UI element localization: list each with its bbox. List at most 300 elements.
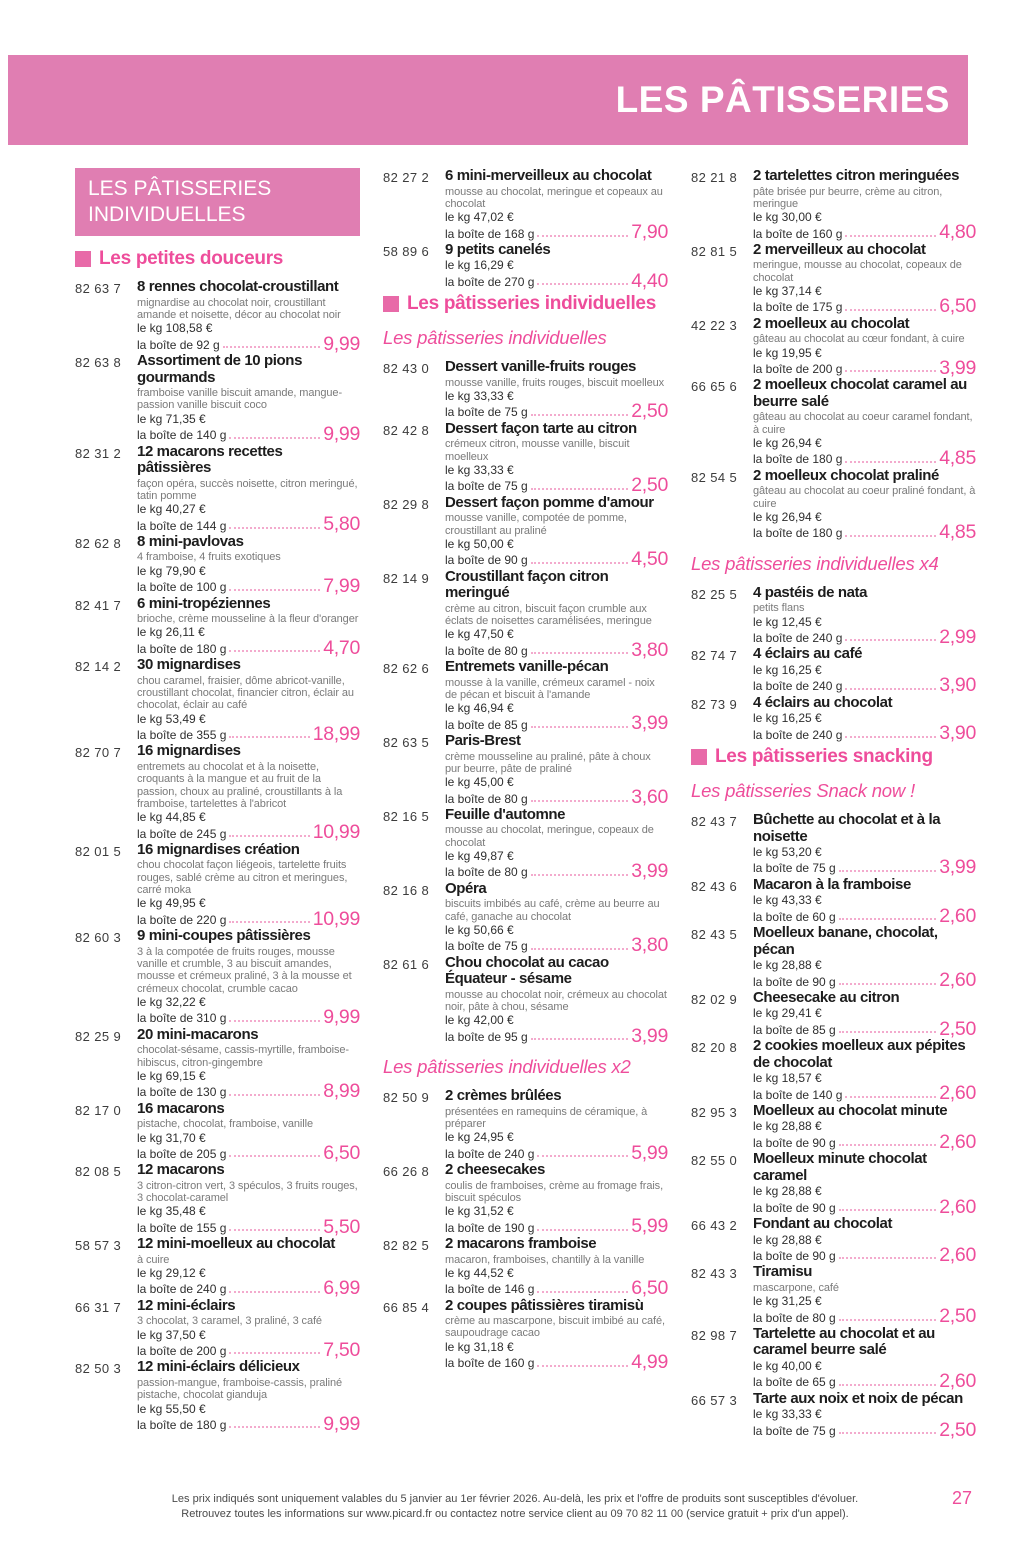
dotted-leader [845, 309, 936, 311]
product-name: Bûchette au chocolat et à la noisette [753, 811, 941, 845]
product-item [383, 658, 668, 735]
pack-size: la boîte de 270 g [445, 274, 535, 289]
price-per-kg: le kg 55,50 € [137, 1401, 206, 1416]
pack-size: la boîte de 355 g [137, 728, 227, 743]
product-body [137, 532, 360, 598]
dotted-leader [839, 1031, 937, 1033]
dotted-leader [839, 983, 937, 985]
product-item [691, 240, 976, 318]
pack-price-line [753, 969, 976, 992]
pack-price-line [753, 1418, 976, 1441]
product-code: 82 50 9 [383, 1090, 430, 1106]
product-body [137, 1025, 360, 1103]
price-per-kg: le kg 50,00 € [445, 536, 514, 551]
product-price: 6,99 [323, 1277, 360, 1300]
product-description: crème au citron, biscuit façon crumble aux éclats de noisettes caramélisées, meringue [445, 602, 652, 627]
product-item [691, 924, 976, 992]
dotted-leader [531, 726, 629, 728]
product-code: 66 26 8 [383, 1164, 430, 1180]
pack-size: la boîte de 85 g [445, 717, 528, 732]
pack-price-line [445, 548, 668, 571]
product-price: 4,85 [939, 521, 976, 544]
product-description: meringue, mousse au chocolat, copeaux de chocolat [753, 259, 962, 284]
dotted-leader [229, 1020, 320, 1022]
pack-size: la boîte de 95 g [445, 1029, 528, 1044]
pack-size: la boîte de 240 g [753, 727, 843, 742]
pack-size: la boîte de 144 g [137, 518, 227, 533]
pack-size: la boîte de 160 g [753, 226, 843, 241]
pack-price-line [445, 786, 668, 809]
product-code: 82 43 0 [383, 361, 430, 377]
pack-price-line [445, 221, 668, 244]
product-body [753, 376, 976, 470]
product-body [445, 1161, 668, 1238]
product-item [383, 1235, 668, 1300]
product-code: 82 62 6 [383, 661, 430, 677]
product-price: 4,40 [631, 269, 668, 292]
product-name: 4 éclairs au chocolat [753, 693, 893, 711]
price-per-kg: le kg 69,15 € [137, 1068, 206, 1083]
product-description: passion-mangue, framboise-cassis, praliné pistache, chocolat gianduja [137, 1376, 342, 1402]
section-square-icon [383, 296, 399, 312]
section-title: Les pâtisseries snacking [715, 746, 933, 767]
product-name: 12 mini-éclairs délicieux [137, 1358, 300, 1376]
dotted-leader [845, 235, 936, 237]
product-body [445, 358, 668, 423]
product-description: 3 chocolat, 3 caramel, 3 praliné, 3 café [137, 1315, 322, 1328]
pack-price-line [137, 1141, 360, 1164]
price-per-kg: le kg 37,14 € [753, 284, 822, 299]
product-description: mascarpone, café [753, 1281, 839, 1294]
product-body [445, 658, 668, 735]
section-square-icon [691, 749, 707, 765]
product-name: 2 cookies moelleux aux pépites de chocolat [753, 1037, 966, 1071]
pack-price-line [445, 1024, 668, 1047]
product-description: chou caramel, fraisier, dôme abricot-vanille, croustillant chocolat, financier citron, éclair au chocolat, éclair au café [137, 674, 354, 712]
pack-price-line [137, 1006, 360, 1029]
pack-size: la boîte de 60 g [753, 909, 836, 924]
pack-size: la boîte de 180 g [753, 526, 843, 541]
pack-size: la boîte de 75 g [753, 1423, 836, 1438]
product-description: mousse au chocolat, meringue, copeaux de chocolat [445, 824, 654, 849]
pack-price-line [753, 1082, 976, 1105]
product-item [383, 732, 668, 809]
pack-size: la boîte de 205 g [137, 1146, 227, 1161]
product-price: 4,99 [631, 1351, 668, 1374]
product-name: 2 macarons framboise [445, 1235, 597, 1253]
pack-size: la boîte de 240 g [753, 679, 843, 694]
pack-size: la boîte de 220 g [137, 912, 227, 927]
product-body [445, 732, 668, 809]
product-description: chocolat-sésame, cassis-myrtille, framboise-hibiscus, citron-gingembre [137, 1044, 349, 1069]
product-price: 4,70 [323, 636, 360, 659]
subsection-title: Les pâtisseries individuelles x2 [383, 1056, 631, 1078]
product-code: 82 60 3 [75, 930, 122, 946]
product-name: Paris-Brest [445, 732, 521, 750]
product-name: 16 mignardises [137, 742, 241, 760]
pack-size: la boîte de 200 g [137, 1344, 227, 1359]
product-price: 3,99 [631, 1024, 668, 1047]
pack-price-line [137, 722, 360, 745]
pack-size: la boîte de 200 g [753, 362, 843, 377]
product-item [75, 1298, 360, 1359]
product-body [137, 742, 360, 844]
price-per-kg: le kg 28,88 € [753, 1232, 822, 1247]
pack-size: la boîte de 180 g [753, 452, 843, 467]
pack-size: la boîte de 80 g [445, 791, 528, 806]
product-body [137, 1298, 360, 1359]
product-code: 82 31 2 [75, 445, 122, 461]
product-code: 82 25 9 [75, 1028, 122, 1044]
pack-price-line [753, 356, 976, 379]
product-item [691, 645, 976, 697]
dotted-leader [845, 736, 936, 738]
dotted-leader [845, 535, 936, 537]
price-per-kg: le kg 53,20 € [753, 845, 822, 859]
product-description: pâte brisée pur beurre, crème au citron, meringue [753, 185, 943, 210]
product-name: Moelleux au chocolat minute [753, 1101, 948, 1119]
product-name: 2 moelleux chocolat praliné [753, 466, 939, 484]
product-code: 82 29 8 [383, 496, 430, 512]
dotted-leader [229, 921, 309, 923]
product-code: 82 16 5 [383, 808, 430, 824]
pack-price-line [753, 722, 976, 745]
product-code: 66 85 4 [383, 1299, 430, 1315]
product-body [753, 1324, 976, 1393]
pack-price-line [137, 1277, 360, 1300]
price-per-kg: le kg 31,52 € [445, 1204, 514, 1219]
section-square-icon [75, 251, 91, 267]
dotted-leader [845, 370, 936, 372]
product-name: Macaron à la framboise [753, 875, 911, 893]
dotted-leader [537, 1229, 628, 1231]
product-body [137, 927, 360, 1029]
product-item [75, 656, 360, 745]
product-price: 10,99 [312, 907, 360, 930]
price-per-kg: le kg 16,25 € [753, 711, 822, 726]
product-item [75, 1358, 360, 1435]
product-code: 82 70 7 [75, 745, 122, 761]
pack-size: la boîte de 180 g [137, 641, 227, 656]
product-name: 12 macarons recettes pâtissières [137, 442, 283, 477]
price-per-kg: le kg 18,57 € [753, 1071, 822, 1086]
dotted-leader [537, 1155, 628, 1157]
product-name: 12 mini-éclairs [137, 1296, 236, 1314]
product-price: 8,99 [323, 1080, 360, 1103]
pack-price-line [137, 423, 360, 445]
product-body [137, 656, 360, 745]
product-body [445, 953, 668, 1047]
section-header [383, 293, 668, 315]
product-name: Entremets vanille-pécan [445, 658, 609, 676]
product-price: 5,50 [323, 1215, 360, 1238]
price-per-kg: le kg 44,52 € [445, 1265, 514, 1280]
pack-size: la boîte de 90 g [753, 1200, 836, 1215]
dotted-leader [229, 1155, 320, 1157]
product-body [753, 1037, 976, 1105]
price-per-kg: le kg 33,33 € [445, 389, 514, 404]
product-name: 4 pastéis de nata [753, 583, 868, 601]
dotted-leader [531, 1038, 629, 1040]
product-body [445, 168, 668, 244]
product-code: 82 08 5 [75, 1164, 122, 1180]
product-body [753, 875, 976, 927]
product-description: à cuire [137, 1253, 170, 1266]
price-per-kg: le kg 37,50 € [137, 1327, 206, 1342]
product-name: Dessert façon pomme d'amour [445, 493, 654, 511]
product-code: 82 81 5 [691, 243, 738, 259]
product-code: 82 20 8 [691, 1040, 738, 1056]
pack-size: la boîte de 180 g [137, 1417, 227, 1432]
pack-price-line [753, 1017, 976, 1040]
product-price: 3,99 [939, 356, 976, 379]
product-name: 2 crèmes brûlées [445, 1087, 562, 1105]
product-description: pistache, chocolat, framboise, vanille [137, 1118, 313, 1131]
product-price: 5,99 [631, 1215, 668, 1238]
pack-size: la boîte de 130 g [137, 1085, 227, 1100]
product-price: 3,99 [939, 856, 976, 879]
product-item [691, 1101, 976, 1153]
price-per-kg: le kg 49,95 € [137, 896, 206, 911]
product-name: 2 moelleux au chocolat [753, 314, 910, 332]
pack-size: la boîte de 190 g [445, 1220, 535, 1235]
footer-line-2: Retrouvez toutes les informations sur www.picard.fr ou contactez notre service client au 09 70 82 11 00 (service gratuit + prix d'un appel). [181, 1507, 849, 1520]
product-item [691, 585, 976, 646]
product-item [691, 1389, 976, 1441]
price-per-kg: le kg 44,85 € [137, 810, 206, 825]
product-body [753, 811, 976, 879]
product-code: 58 89 6 [383, 243, 430, 259]
pack-size: la boîte de 168 g [445, 226, 535, 241]
product-description: mousse au chocolat, meringue et copeaux au chocolat [445, 185, 663, 210]
product-item [691, 988, 976, 1040]
dotted-leader [531, 414, 629, 416]
product-description: présentées en ramequins de céramique, à préparer [445, 1105, 648, 1131]
product-price: 9,99 [323, 1006, 360, 1029]
product-code: 82 50 3 [75, 1361, 122, 1377]
product-description: crème mousseline au praliné, pâte à choux pur beurre, pâte de praliné [445, 750, 651, 775]
dotted-leader [229, 1094, 320, 1096]
product-code: 66 57 3 [691, 1392, 738, 1408]
price-per-kg: le kg 33,33 € [753, 1407, 822, 1422]
dotted-leader [839, 1257, 937, 1259]
product-code: 82 63 5 [383, 735, 430, 751]
product-name: 12 mini-moelleux au chocolat [137, 1235, 336, 1253]
section-title: Les petites douceurs [99, 248, 284, 270]
product-code: 82 43 6 [691, 878, 738, 894]
pack-price-line [445, 934, 668, 957]
product-body [137, 278, 360, 355]
product-name: Fondant au chocolat [753, 1215, 893, 1233]
dotted-leader [531, 488, 629, 490]
product-body [445, 493, 668, 571]
dotted-leader [229, 1229, 320, 1231]
price-per-kg: le kg 45,00 € [445, 775, 514, 790]
pack-price-line [137, 1412, 360, 1435]
pack-size: la boîte de 90 g [753, 1248, 836, 1263]
product-price: 2,60 [939, 1370, 976, 1393]
product-code: 82 25 5 [691, 586, 738, 602]
product-body [445, 879, 668, 957]
pack-price-line [445, 860, 668, 883]
pack-price-line [753, 1305, 976, 1328]
product-description: crème au mascarpone, biscuit imbibé au café, saupoudrage cacao [445, 1315, 665, 1340]
subsection-title: Les pâtisseries individuelles x4 [691, 552, 939, 574]
product-item [75, 278, 360, 355]
product-name: 8 rennes chocolat-croustillant [137, 278, 339, 296]
subsection-title: Les pâtisseries Snack now ! [691, 780, 915, 801]
price-per-kg: le kg 16,25 € [753, 662, 822, 677]
product-price: 6,50 [631, 1277, 668, 1300]
product-description: façon opéra, succès noisette, citron meringué, tatin pomme [137, 477, 358, 502]
dotted-leader [229, 650, 320, 652]
product-item [75, 1161, 360, 1238]
product-item [383, 567, 668, 661]
product-name: Feuille d'automne [445, 805, 566, 823]
dotted-leader [229, 1426, 320, 1428]
product-price: 7,99 [323, 575, 360, 598]
pack-size: la boîte de 75 g [753, 861, 836, 876]
price-per-kg: le kg 28,88 € [753, 1119, 822, 1134]
product-name: 16 macarons [137, 1099, 225, 1117]
product-price: 3,99 [631, 860, 668, 883]
dotted-leader [839, 1384, 937, 1386]
product-item [75, 1101, 360, 1162]
product-body [445, 419, 668, 497]
pack-size: la boîte de 90 g [445, 553, 528, 568]
dotted-leader [839, 1432, 937, 1434]
product-item [383, 1296, 668, 1374]
pack-price-line [753, 1195, 976, 1218]
product-item [383, 493, 668, 571]
product-body [753, 1215, 976, 1266]
product-item [383, 168, 668, 244]
product-name: 4 éclairs au café [753, 645, 863, 663]
price-per-kg: le kg 28,88 € [753, 1184, 822, 1199]
price-per-kg: le kg 26,11 € [137, 625, 205, 640]
product-code: 42 22 3 [691, 317, 738, 333]
product-code: 82 82 5 [383, 1238, 430, 1254]
product-code: 66 43 2 [691, 1218, 738, 1234]
product-description: entremets au chocolat et à la noisette, croquants à la mangue et au fruit de la passion, choux au praliné, croustillants à la framboise, tartelettes à l'abricot [137, 760, 343, 810]
pack-price-line [753, 221, 976, 244]
product-price: 2,60 [939, 969, 976, 992]
product-price: 2,60 [939, 1130, 976, 1153]
pack-price-line [753, 447, 976, 470]
product-code: 82 01 5 [75, 843, 122, 859]
product-name: 16 mignardises création [137, 840, 300, 858]
product-description: crémeux citron, mousse vanille, biscuit moelleux [445, 438, 630, 463]
dotted-leader [229, 437, 320, 439]
product-name: Tartelette au chocolat et au caramel beurre salé [753, 1324, 935, 1359]
product-name: Chou chocolat au cacao Équateur - sésame [445, 953, 609, 988]
dotted-leader [839, 1144, 937, 1146]
pack-price-line [445, 1277, 668, 1300]
pack-size: la boîte de 65 g [753, 1375, 836, 1390]
product-price: 6,50 [323, 1141, 360, 1164]
pack-size: la boîte de 140 g [753, 1087, 843, 1102]
product-item [383, 358, 668, 423]
product-item [75, 927, 360, 1029]
product-name: 9 mini-coupes pâtissières [137, 927, 311, 945]
product-code: 82 43 7 [691, 814, 738, 829]
product-body [137, 352, 360, 445]
dotted-leader [845, 1096, 936, 1098]
product-description: mousse vanille, compotée de pomme, croustillant au praliné [445, 512, 627, 537]
pack-price-line [753, 1130, 976, 1153]
product-body [137, 1358, 360, 1435]
product-code: 82 74 7 [691, 648, 738, 664]
product-price: 9,99 [323, 332, 360, 355]
product-item [75, 742, 360, 844]
product-name: Tiramisu [753, 1263, 813, 1281]
dotted-leader [229, 736, 309, 738]
product-price: 5,80 [323, 513, 360, 536]
dotted-leader [845, 688, 936, 690]
product-body [753, 466, 976, 544]
product-description: biscuits imbibés au café, crème au beurre au café, ganache au chocolat [445, 898, 660, 923]
product-body [137, 596, 360, 657]
dotted-leader [223, 346, 321, 348]
dotted-leader [537, 1365, 628, 1367]
pack-price-line [137, 821, 360, 844]
pack-size: la boîte de 140 g [137, 428, 227, 443]
page-title: LES PÂTISSERIES [615, 79, 950, 120]
product-code: 82 55 0 [691, 1153, 738, 1169]
product-body [137, 1161, 360, 1238]
product-name: 2 moelleux chocolat caramel au beurre salé [753, 376, 967, 410]
product-code: 82 41 7 [75, 597, 122, 613]
product-item [75, 596, 360, 657]
pack-price-line [445, 1215, 668, 1238]
product-code: 82 95 3 [691, 1104, 738, 1120]
pack-size: la boîte de 75 g [445, 479, 528, 494]
product-price: 4,85 [939, 447, 976, 470]
product-name: Dessert façon tarte au citron [445, 419, 637, 437]
product-name: 6 mini-merveilleux au chocolat [445, 168, 652, 184]
dotted-leader [845, 639, 936, 641]
product-code: 82 42 8 [383, 422, 430, 438]
pack-price-line [753, 625, 976, 648]
dotted-leader [537, 235, 628, 237]
product-description: mousse au chocolat noir, crémeux au chocolat noir, pâte à chou, sésame [445, 988, 667, 1014]
pack-price-line [445, 269, 668, 292]
pack-size: la boîte de 90 g [753, 974, 836, 989]
price-per-kg: le kg 33,33 € [445, 462, 514, 477]
dotted-leader [839, 870, 937, 872]
pack-price-line [137, 513, 360, 536]
product-code: 82 17 0 [75, 1102, 122, 1118]
product-price: 9,99 [323, 1412, 360, 1435]
product-code: 82 63 7 [75, 281, 122, 297]
pack-price-line [445, 1141, 668, 1164]
product-code: 66 31 7 [75, 1299, 122, 1315]
price-per-kg: le kg 29,41 € [753, 1006, 822, 1021]
price-per-kg: le kg 50,66 € [445, 922, 514, 937]
product-item [383, 240, 668, 292]
product-description: macaron, framboises, chantilly à la vanille [445, 1253, 645, 1266]
product-body [137, 1101, 360, 1162]
product-name: 20 mini-macarons [137, 1025, 259, 1043]
product-name: 9 petits canelés [445, 240, 551, 258]
pack-price-line [753, 1243, 976, 1266]
product-body [445, 805, 668, 883]
product-body [753, 924, 976, 992]
product-price: 3,80 [631, 934, 668, 957]
product-item [75, 1025, 360, 1103]
pack-size: la boîte de 240 g [753, 631, 843, 646]
product-item [691, 376, 976, 470]
